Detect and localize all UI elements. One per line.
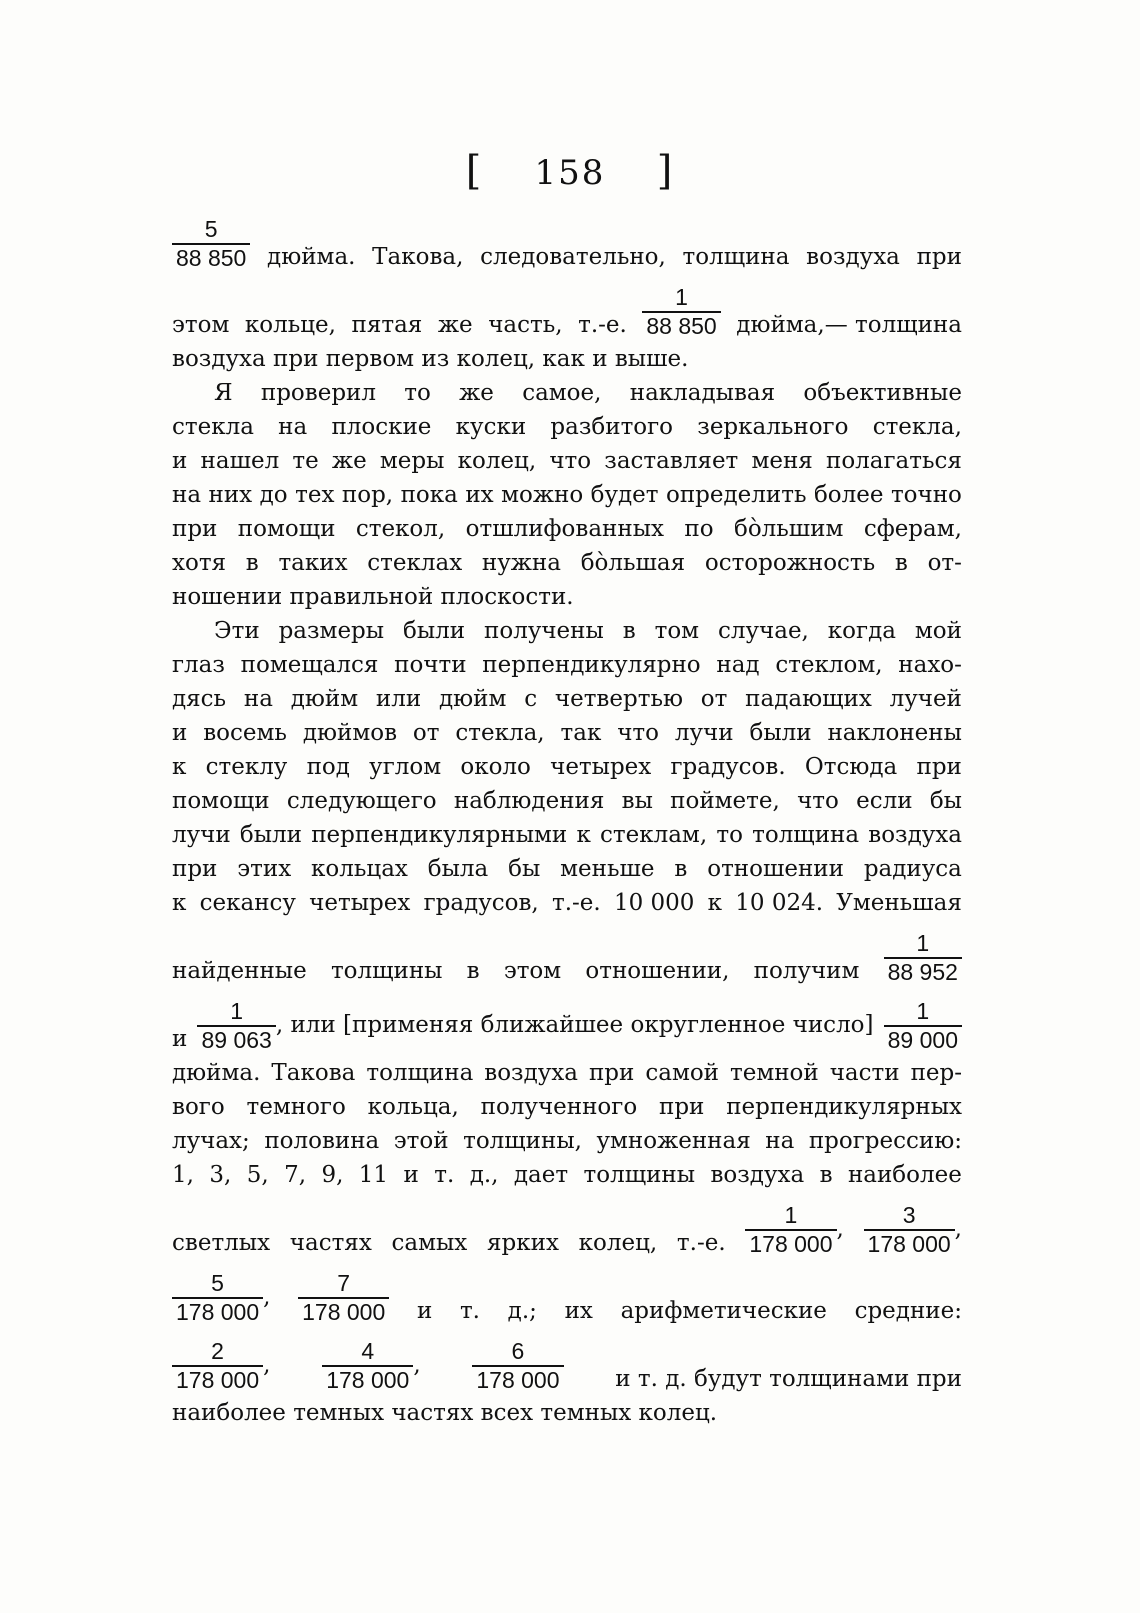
word: 11	[358, 1162, 389, 1188]
word: кольце,	[244, 312, 336, 338]
word: Такова	[271, 1060, 356, 1086]
text-line	[172, 508, 962, 542]
word: в	[674, 856, 688, 882]
word: от	[700, 686, 728, 712]
word: получим	[753, 958, 860, 984]
comma: ,	[263, 1352, 271, 1378]
word: проверил	[260, 380, 376, 406]
word: помещался	[240, 652, 379, 678]
fraction-numerator: 4	[361, 1338, 375, 1364]
word: отношении,	[585, 958, 730, 984]
word: четырех	[550, 754, 652, 780]
fraction-group	[172, 1272, 270, 1324]
word: средние:	[854, 1298, 962, 1324]
word: получены	[484, 618, 604, 644]
word: были	[239, 822, 302, 848]
text-line	[172, 440, 962, 474]
word: помощи	[237, 516, 336, 542]
word: градусов,	[423, 890, 539, 916]
fraction-numerator: 7	[337, 1270, 351, 1296]
word: перпендикулярными	[311, 822, 568, 848]
word: 10 000	[613, 890, 695, 916]
word: заставляет	[604, 448, 739, 474]
word: же	[437, 312, 473, 338]
word: стекол,	[355, 516, 446, 542]
text-fragment: дюйма,— толщина	[736, 312, 962, 338]
word: при	[588, 1060, 635, 1086]
word: глаз	[172, 652, 225, 678]
word: же	[459, 380, 494, 406]
word: дюйма.	[267, 244, 356, 270]
word: при	[172, 516, 218, 542]
page-number: 158	[534, 153, 606, 193]
bracket-left: [	[465, 148, 484, 194]
word: при	[916, 244, 962, 270]
word: самых	[391, 1230, 468, 1256]
text-line	[172, 746, 962, 780]
word: темной	[730, 1060, 819, 1086]
word: секансу	[199, 890, 296, 916]
word: 10 024.	[735, 890, 824, 916]
text-line	[172, 848, 962, 882]
word: то	[404, 380, 431, 406]
word: более	[813, 482, 884, 508]
word: нахо-	[898, 652, 962, 678]
word: наклонены	[827, 720, 962, 746]
word: 9,	[321, 1162, 344, 1188]
fraction-numerator: 1	[916, 930, 930, 956]
word: прогрессию:	[808, 1128, 962, 1154]
word: осторожность	[704, 550, 876, 576]
word: зеркального	[697, 414, 849, 440]
word: восемь	[203, 720, 287, 746]
fraction	[172, 1340, 263, 1392]
word: поймете,	[670, 788, 780, 814]
fraction-group	[864, 1204, 962, 1256]
word: вы	[621, 788, 653, 814]
word: лучи	[172, 822, 231, 848]
fraction	[172, 218, 250, 270]
word: в	[622, 618, 636, 644]
word: этом	[172, 312, 230, 338]
word: т.	[434, 1162, 455, 1188]
word: то	[716, 822, 743, 848]
word: лучи	[674, 720, 734, 746]
word: Такова,	[372, 244, 464, 270]
fraction	[884, 1000, 962, 1052]
word: 5,	[246, 1162, 269, 1188]
comma: ,	[413, 1352, 421, 1378]
word: до	[259, 482, 288, 508]
word: стекла	[172, 414, 254, 440]
word: половина	[264, 1128, 380, 1154]
word: д.;	[507, 1298, 537, 1324]
word: самое,	[522, 380, 602, 406]
word: градусов.	[670, 754, 786, 780]
word: если	[856, 788, 913, 814]
word: т.-е.	[578, 312, 627, 338]
word: при	[172, 856, 218, 882]
word: были	[403, 618, 466, 644]
text-line	[172, 372, 962, 406]
word: д.,	[469, 1162, 499, 1188]
word: при	[916, 754, 962, 780]
fraction-denominator: 178 000	[172, 1365, 263, 1392]
word: толщины	[583, 1162, 696, 1188]
word: полученного	[480, 1094, 638, 1120]
text-line	[172, 984, 962, 1052]
word: дает	[513, 1162, 569, 1188]
bracket-right: ]	[656, 148, 675, 194]
word: колец,	[578, 1230, 658, 1256]
text-fragment: и т. д. будут толщинами при	[615, 1366, 962, 1392]
word: кольцах	[311, 856, 408, 882]
word: кольца,	[367, 1094, 459, 1120]
word: бы	[929, 788, 962, 814]
text-line	[172, 1324, 962, 1392]
word: стеклам,	[600, 822, 708, 848]
text-line	[172, 916, 962, 984]
fraction-denominator: 178 000	[472, 1365, 563, 1392]
text-fragment: ношении правильной плоскости.	[172, 584, 574, 610]
text-line	[172, 1086, 962, 1120]
text-line	[172, 576, 962, 610]
word: их	[465, 482, 494, 508]
word: бо̀льшим	[733, 516, 844, 542]
word: под	[306, 754, 350, 780]
word: 1,	[172, 1162, 194, 1188]
word: арифметические	[620, 1298, 827, 1324]
word: воздуха	[806, 244, 900, 270]
word: в	[245, 550, 259, 576]
word: четвертью	[554, 686, 683, 712]
word: лучах;	[172, 1128, 250, 1154]
word: нужна	[481, 550, 561, 576]
word: меня	[751, 448, 813, 474]
word: следовательно,	[480, 244, 666, 270]
word: перпендикулярно	[482, 652, 701, 678]
text-line	[172, 406, 962, 440]
word: определить	[666, 482, 807, 508]
word: над	[716, 652, 760, 678]
word: дюйм	[290, 686, 359, 712]
text-line	[172, 678, 962, 712]
word: в	[819, 1162, 833, 1188]
word: тех	[295, 482, 335, 508]
word: толщины	[330, 958, 443, 984]
word: объективные	[803, 380, 962, 406]
word: т.	[459, 1298, 480, 1324]
text-line	[172, 1120, 962, 1154]
word: в	[894, 550, 908, 576]
fraction-numerator: 1	[675, 284, 688, 310]
word: наблюдения	[453, 788, 605, 814]
fraction-group	[197, 1000, 873, 1052]
text-line	[172, 712, 962, 746]
word: следующего	[286, 788, 437, 814]
text-line	[172, 1256, 962, 1324]
word: так	[560, 720, 602, 746]
word: меньше	[560, 856, 655, 882]
fraction	[884, 932, 962, 984]
fraction-denominator: 89 000	[884, 1025, 962, 1052]
text-line	[172, 1154, 962, 1188]
word: пер-	[910, 1060, 962, 1086]
word: когда	[827, 618, 896, 644]
fraction-numerator: 1	[784, 1202, 798, 1228]
word: куски	[455, 414, 527, 440]
word: бы	[508, 856, 541, 882]
fraction-denominator: 88 850	[172, 243, 250, 270]
word: к	[576, 822, 591, 848]
fraction-numerator: 5	[211, 1270, 224, 1296]
word: дюймов	[302, 720, 398, 746]
word: стеклах	[367, 550, 463, 576]
word: к	[707, 890, 723, 916]
word: накладывая	[629, 380, 776, 406]
word: и	[172, 720, 188, 746]
word: и	[172, 448, 188, 474]
word: что	[797, 788, 839, 814]
word: была	[427, 856, 489, 882]
word: лучей	[889, 686, 962, 712]
fraction-denominator: 88 850	[642, 311, 720, 338]
word: будет	[590, 482, 659, 508]
word: что	[549, 448, 592, 474]
text-line	[172, 1392, 962, 1426]
word: Уменьшая	[836, 890, 962, 916]
fraction-group	[172, 1340, 270, 1392]
text-line	[172, 610, 962, 644]
comma: ,	[954, 1216, 962, 1242]
word: толщина	[682, 244, 790, 270]
text-line	[172, 1052, 962, 1086]
word: были	[749, 720, 812, 746]
text-line	[172, 882, 962, 916]
fraction-numerator: 3	[902, 1202, 916, 1228]
word: части	[829, 1060, 900, 1086]
word: что	[617, 720, 659, 746]
word: воздуха	[484, 1060, 578, 1086]
word: и	[416, 1298, 433, 1324]
word: 3,	[209, 1162, 232, 1188]
word: 7,	[284, 1162, 307, 1188]
fraction-denominator: 178 000	[864, 1229, 955, 1256]
word: или	[375, 686, 422, 712]
word: том	[654, 618, 700, 644]
word: стеклом,	[775, 652, 883, 678]
word: т.-е.	[551, 890, 601, 916]
comma: ,	[263, 1284, 271, 1310]
word: бо̀льшая	[580, 550, 686, 576]
word: радиуса	[863, 856, 962, 882]
word: углом	[369, 754, 442, 780]
word: воздуха	[868, 822, 962, 848]
fraction-numerator: 5	[204, 216, 218, 242]
word: почти	[394, 652, 467, 678]
word: при	[658, 1094, 705, 1120]
body-text	[172, 214, 962, 1426]
word: к	[172, 890, 187, 916]
word: умноженная	[596, 1128, 751, 1154]
word: воздуха	[710, 1162, 805, 1188]
word: около	[460, 754, 531, 780]
word: отношении	[707, 856, 844, 882]
word: на	[243, 686, 273, 712]
text-line	[172, 644, 962, 678]
word: отшлифованных	[465, 516, 664, 542]
word: по	[684, 516, 714, 542]
word: же	[331, 448, 367, 474]
word: Отсюда	[804, 754, 898, 780]
word: нашел	[200, 448, 280, 474]
text-line	[172, 270, 962, 338]
word: дюйма.	[172, 1060, 261, 1086]
fraction-denominator: 178 000	[322, 1365, 413, 1392]
fraction	[197, 1000, 275, 1052]
fraction-denominator: 178 000	[172, 1297, 263, 1324]
fraction	[745, 1204, 836, 1256]
text-line	[172, 814, 962, 848]
word: колец,	[457, 448, 537, 474]
word: Я	[214, 380, 233, 406]
word: на	[172, 482, 202, 508]
word: пятая	[351, 312, 423, 338]
word: часть,	[488, 312, 563, 338]
fraction	[172, 1272, 263, 1324]
word: хотя	[172, 550, 227, 576]
fraction-denominator: 178 000	[298, 1297, 389, 1324]
fraction-group	[322, 1340, 420, 1392]
text-line	[172, 338, 962, 372]
fraction-numerator: 2	[211, 1338, 224, 1364]
word: частях	[289, 1230, 372, 1256]
word: вого	[172, 1094, 225, 1120]
word: перпендикулярных	[726, 1094, 962, 1120]
word: пор,	[341, 482, 394, 508]
word: найденные	[172, 958, 307, 984]
fraction-numerator: 1	[230, 998, 244, 1024]
word: таких	[278, 550, 348, 576]
word: меры	[379, 448, 445, 474]
word: сферам,	[863, 516, 962, 542]
word: четырех	[309, 890, 411, 916]
fraction-numerator: 1	[916, 998, 930, 1024]
word: на	[278, 414, 308, 440]
word: от-	[927, 550, 962, 576]
word: них	[208, 482, 253, 508]
page-header	[0, 148, 1140, 194]
word: случае,	[718, 618, 809, 644]
word: падающих	[745, 686, 872, 712]
word: этом	[503, 958, 562, 984]
fraction	[472, 1340, 563, 1392]
word: толщины,	[463, 1128, 582, 1154]
fraction-numerator: 6	[511, 1338, 525, 1364]
fraction-denominator: 178 000	[745, 1229, 836, 1256]
fraction-group	[745, 1204, 843, 1256]
fraction	[322, 1340, 413, 1392]
text-line	[172, 474, 962, 508]
word: Эти	[214, 618, 260, 644]
text-line	[172, 542, 962, 576]
word: темного	[246, 1094, 346, 1120]
text-fragment: наиболее темных частях всех темных колец.	[172, 1400, 718, 1426]
word: с	[524, 686, 538, 712]
word: ярких	[487, 1230, 559, 1256]
word: от	[412, 720, 440, 746]
text-line	[172, 1188, 962, 1256]
word: мой	[914, 618, 962, 644]
fraction	[864, 1204, 955, 1256]
text-line	[172, 214, 962, 270]
fraction-denominator: 88 952	[884, 957, 962, 984]
word: к	[172, 754, 187, 780]
word: можно	[501, 482, 584, 508]
word: этой	[393, 1128, 449, 1154]
word: стекла,	[872, 414, 962, 440]
word: светлых	[172, 1230, 271, 1256]
word: т.-е.	[676, 1230, 726, 1256]
word: дюйм	[439, 686, 507, 712]
text-fragment: воздуха при первом из колец, как и выше.	[172, 346, 689, 372]
fraction	[298, 1272, 389, 1324]
word: этих	[237, 856, 292, 882]
fraction	[642, 286, 720, 338]
word: на	[765, 1128, 795, 1154]
word: те	[292, 448, 319, 474]
word: и	[172, 1026, 188, 1052]
text-line	[172, 780, 962, 814]
word: полагаться	[826, 448, 962, 474]
word: стеклу	[205, 754, 288, 780]
word: толщина	[752, 822, 860, 848]
word: размеры	[278, 618, 385, 644]
text-fragment: , или [применяя ближайшее округленное число]	[275, 1012, 874, 1038]
fraction-denominator: 89 063	[197, 1025, 275, 1052]
word: точно	[890, 482, 962, 508]
word: дясь	[172, 686, 227, 712]
word: и	[403, 1162, 419, 1188]
word: толщина	[366, 1060, 474, 1086]
word: в	[466, 958, 480, 984]
word: самой	[645, 1060, 720, 1086]
word: помощи	[172, 788, 270, 814]
comma: ,	[836, 1216, 844, 1242]
word: наиболее	[847, 1162, 962, 1188]
word: их	[564, 1298, 593, 1324]
word: разбитого	[550, 414, 674, 440]
word: стекла,	[455, 720, 545, 746]
word: плоские	[331, 414, 432, 440]
word: пока	[400, 482, 458, 508]
